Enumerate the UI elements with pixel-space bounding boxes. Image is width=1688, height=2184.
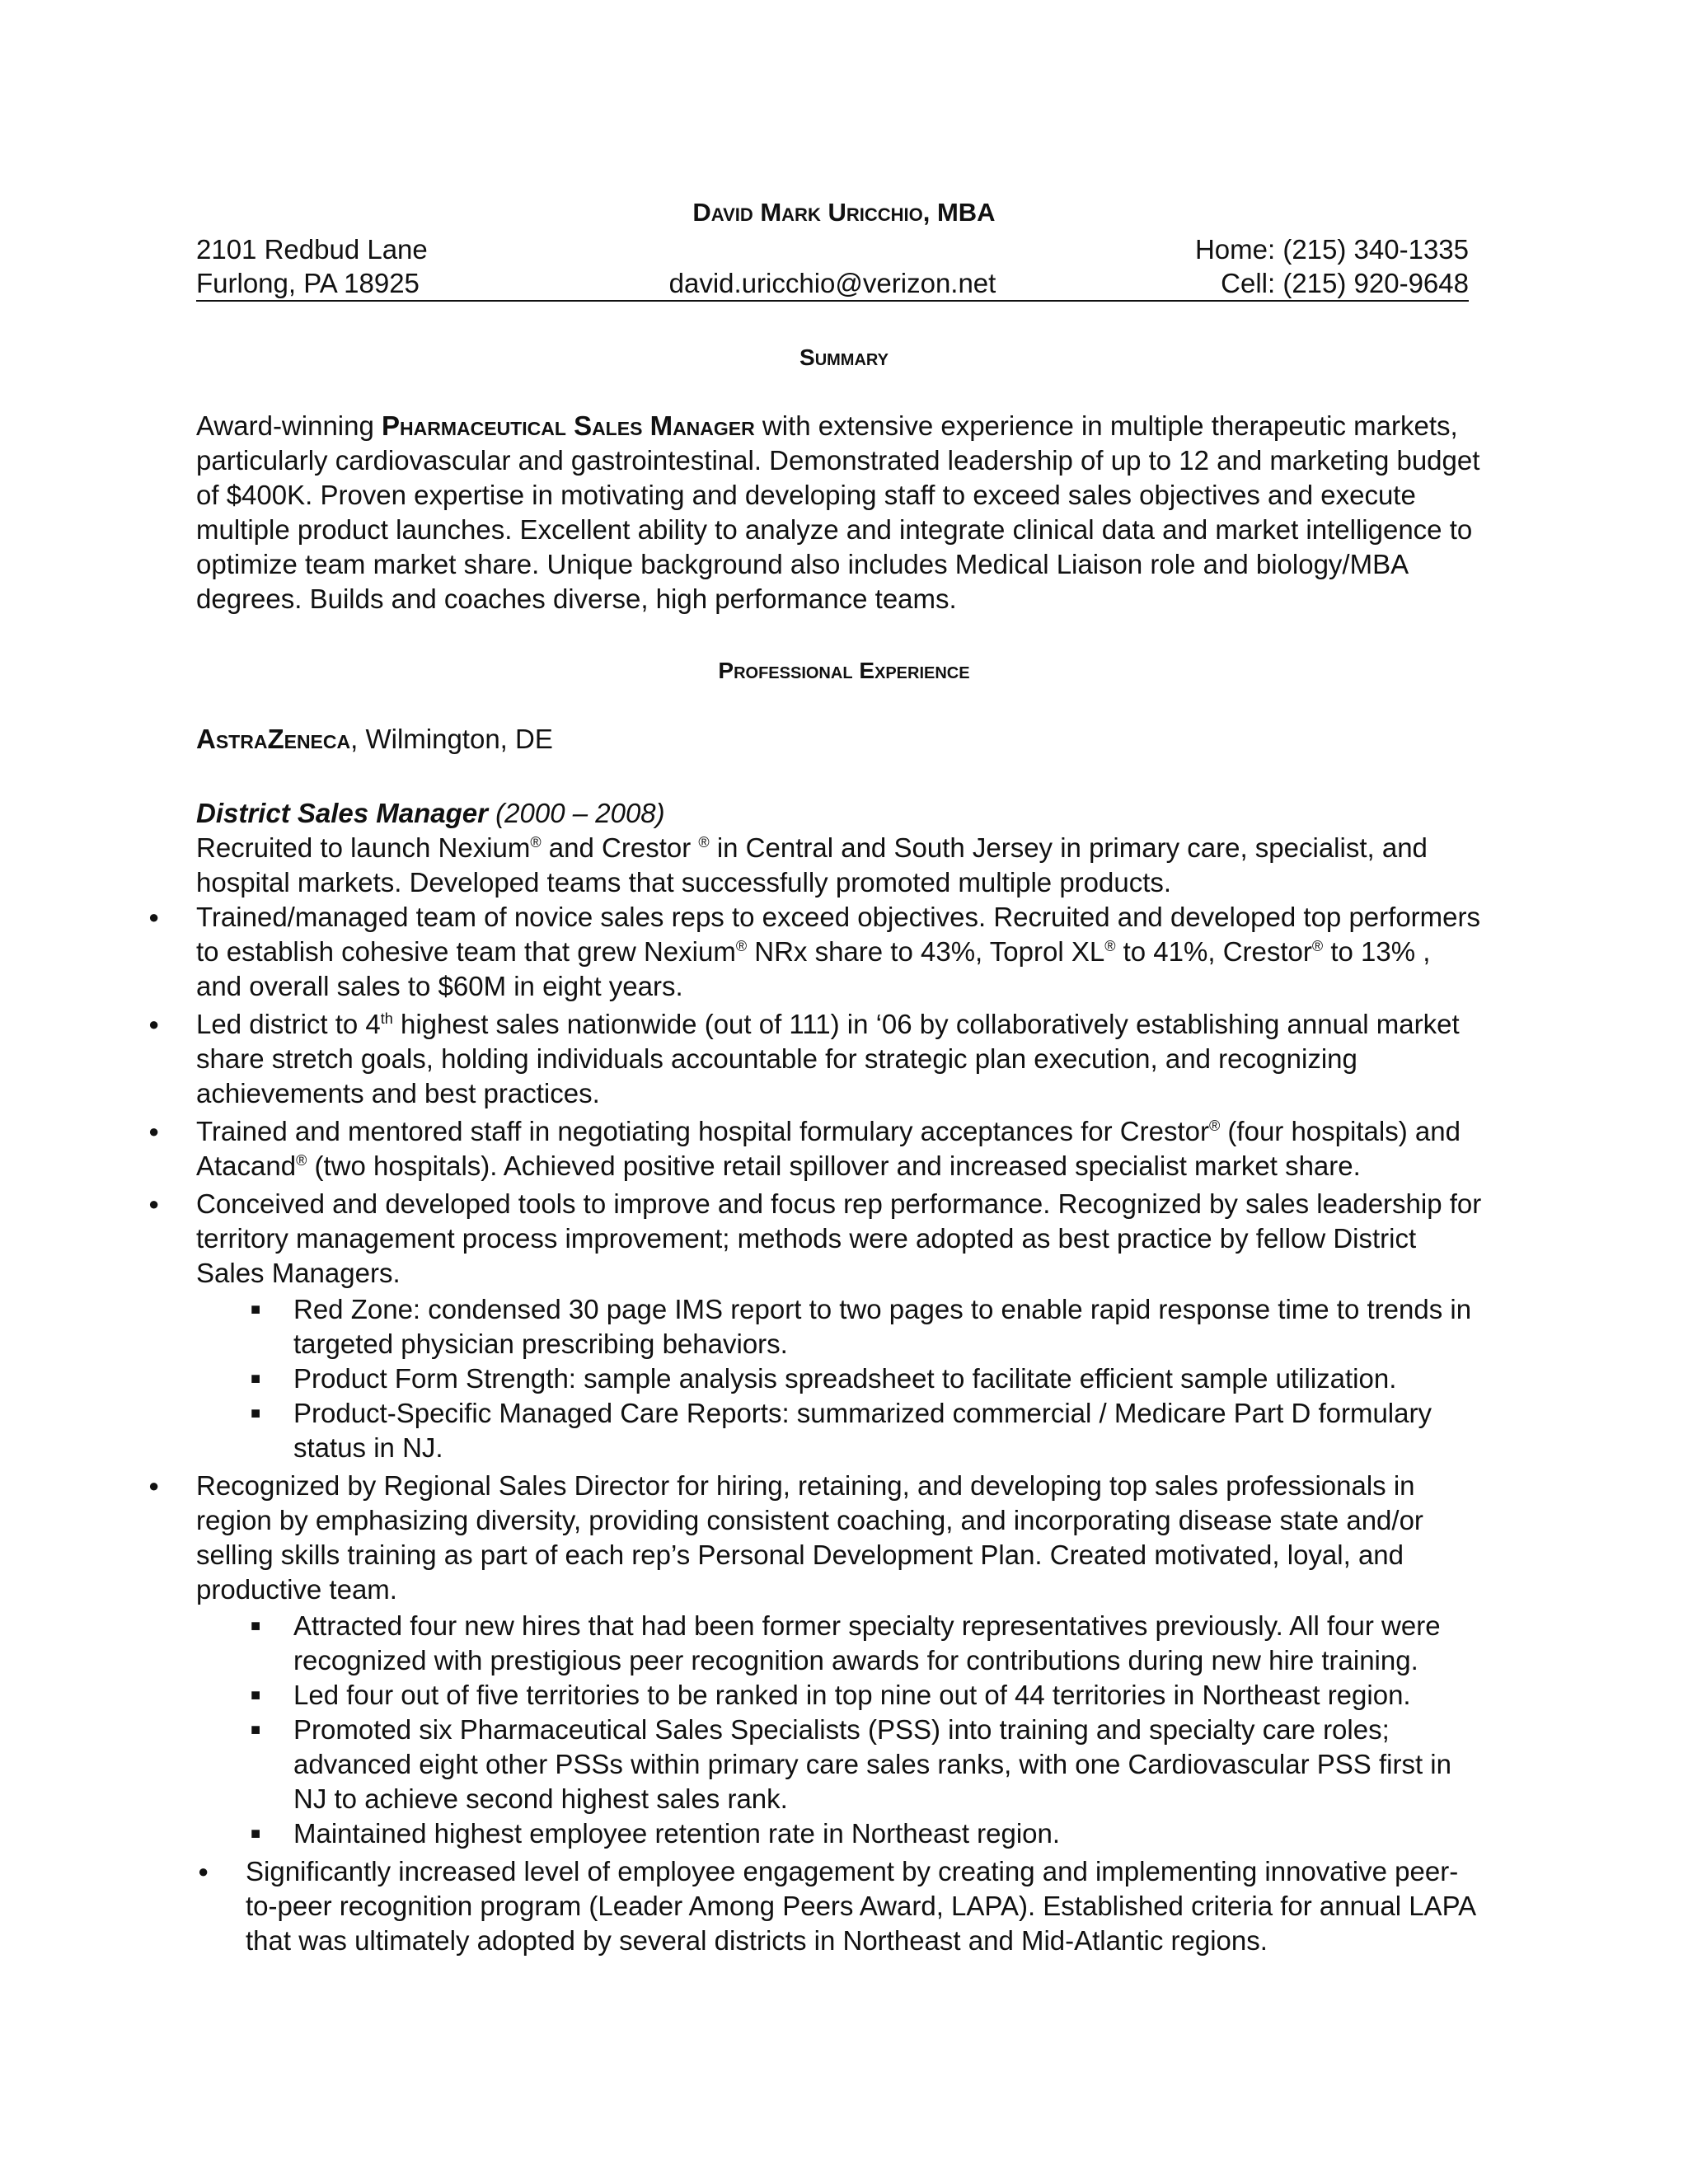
header-divider xyxy=(196,300,1469,302)
registered-mark: ® xyxy=(735,938,748,954)
address-line-2: Furlong, PA 18925 xyxy=(196,268,420,298)
company-location: , Wilmington, DE xyxy=(350,724,553,754)
email-address: david.uricchio@verizon.net xyxy=(668,268,996,298)
summary-text: with extensive experience in multiple therapeutic markets, particularly cardiovascular and gastrointestinal. Demonstrated leadership of up to 12 and marketing budget of $400K. Proven expertise in motivating and developing staff to exceed sales objectives and execute multiple product launches. Excellent ability to analyze and integrate clinical data and market intelligence to optimize team market share. Unique background also includes Medical Liaison role and biology/MBA degrees. Builds and coaches diverse, high performance teams. xyxy=(196,410,1480,614)
company-line xyxy=(196,722,553,757)
bullet-text: to 13% , and overall sales to $60M in eight years. xyxy=(196,936,1431,1001)
registered-mark: ® xyxy=(530,834,542,851)
bullet-text: Led district to 4 xyxy=(196,1009,381,1039)
experience-heading: Professional Experience xyxy=(718,658,970,683)
candidate-name: David Mark Uricchio, MBA xyxy=(692,198,996,227)
list-item xyxy=(0,900,1482,1004)
sub-list-item: ■ Promoted six Pharmaceutical Sales Specialists (PSS) into training and specialty care roles; advanced eight other PSSs within primary care sales ranks, with one Cardiovascular PSS first in NJ to achieve second highest sales rank. xyxy=(196,1713,1480,1816)
bullet-text: Recognized by Regional Sales Director for hiring, retaining, and developing top sales professionals in region by emphasizing diversity, providing consistent coaching, and incorporating disease state and/or selling skills training as part of each rep’s Personal Development Plan. Created motivated, loyal, and productive team. xyxy=(196,1470,1423,1605)
sub-list-item: ■ Product Form Strength: sample analysis spreadsheet to facilitate efficient sample utilization. xyxy=(196,1361,1480,1396)
job-dates: (2000 – 2008) xyxy=(487,798,665,828)
job-title: District Sales Manager xyxy=(196,798,488,828)
bullet-text: highest sales nationwide (out of 111) in ‘06 by collaboratively establishing annual market share stretch goals, holding individuals accountable for strategic plan execution, and recognizing achievements and best practices. xyxy=(196,1009,1460,1108)
home-phone: Home: (215) 340-1335 xyxy=(1194,234,1469,265)
bullet-text: Conceived and developed tools to improve and focus rep performance. Recognized by sales leadership for territory management process improvement; methods were adopted as best practice by fellow District Sales Managers. xyxy=(196,1188,1482,1288)
job-intro-text: in Central and South Jersey in primary care, specialist, and hospital markets. Developed teams that successfully promoted multiple products. xyxy=(196,832,1428,898)
registered-mark: ® xyxy=(1104,938,1116,954)
sub-list xyxy=(196,1292,1482,1465)
list-item xyxy=(0,1469,1482,1851)
bullet-text: (four hospitals) and Atacand xyxy=(196,1116,1461,1181)
summary-title-highlight: Pharmaceutical Sales Manager xyxy=(382,410,755,441)
sub-list-item: ■ Attracted four new hires that had been former specialty representatives previously. All four were recognized with prestigious peer recognition awards for contributions during new hire training. xyxy=(196,1609,1480,1678)
summary-heading: Summary xyxy=(799,344,889,370)
sub-list-item: ■ Maintained highest employee retention rate in Northeast region. xyxy=(196,1816,1480,1851)
registered-mark: ® xyxy=(698,834,710,851)
sub-list-item: ■ Product-Specific Managed Care Reports: summarized commercial / Medicare Part D formulary status in NJ. xyxy=(196,1396,1480,1465)
cell-phone: Cell: (215) 920-9648 xyxy=(1221,268,1469,298)
sub-list-item: ■ Led four out of five territories to be ranked in top nine out of 44 territories in Northeast region. xyxy=(196,1678,1480,1713)
registered-mark: ® xyxy=(1311,938,1324,954)
job-intro-text: and Crestor xyxy=(541,832,699,863)
summary-intro: Award-winning xyxy=(196,410,382,441)
bullet-text: to 41%, Crestor xyxy=(1115,936,1312,967)
registered-mark: ® xyxy=(296,1152,307,1169)
bullet-text: Trained and mentored staff in negotiating hospital formulary acceptances for Crestor xyxy=(196,1116,1209,1146)
summary-paragraph xyxy=(196,409,1482,616)
company-name: AstraZeneca xyxy=(196,724,351,754)
list-item xyxy=(0,1854,1482,1958)
registered-mark: ® xyxy=(1209,1118,1221,1134)
bullet-text: NRx share to 43%, Toprol XL xyxy=(747,936,1105,967)
bullet-text: (two hospitals). Achieved positive retail spillover and increased specialist market share. xyxy=(307,1151,1361,1181)
job-intro-text: Recruited to launch Nexium xyxy=(196,832,531,863)
bullet-text: Significantly increased level of employee engagement by creating and implementing innovative peer-to-peer recognition program (Leader Among Peers Award, LAPA). Established criteria for annual LAPA that was ultimately adopted by several districts in Northeast and Mid-Atlantic regions. xyxy=(246,1856,1475,1956)
job-title-line xyxy=(196,796,665,831)
ordinal-suffix: th xyxy=(380,1010,393,1027)
list-item xyxy=(0,1114,1482,1183)
address-line-1: 2101 Redbud Lane xyxy=(196,234,428,265)
sub-list-item: ■ Red Zone: condensed 30 page IMS report to two pages to enable rapid response time to trends in targeted physician prescribing behaviors. xyxy=(196,1292,1480,1361)
bullet-text: Trained/managed team of novice sales reps to exceed objectives. Recruited and developed top performers to establish cohesive team that grew Nexium xyxy=(196,902,1480,967)
list-item xyxy=(0,1007,1482,1111)
job-intro xyxy=(196,831,1482,900)
list-item xyxy=(0,1187,1482,1465)
sub-list xyxy=(196,1609,1482,1851)
achievement-list xyxy=(0,900,1500,1961)
